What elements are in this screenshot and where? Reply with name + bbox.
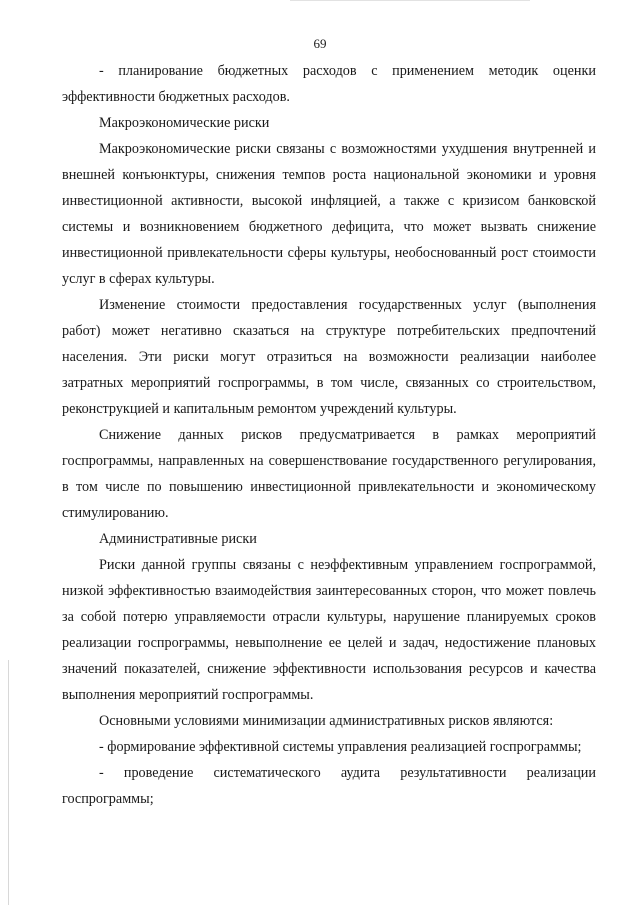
document-body xyxy=(62,58,596,812)
scan-left-edge xyxy=(8,660,9,905)
page-number: 69 xyxy=(313,36,327,51)
list-item-audit: - проведение систематического аудита результативности реализации госпрограммы; xyxy=(62,765,596,807)
paragraph-macroeconomic-risks: Макроэкономические риски связаны с возможностями ухудшения внутренней и внешней конъюнктуры, снижения темпов роста национальной экономики и уровня инвестиционной активности, высокой инфляцией, а также с кризисом банковской системы и возникновением бюджетного дефицита, что может вызвать снижение инвестиционной привлекательности сферы культуры, необоснованный рост стоимости услуг в сферах культуры. xyxy=(62,141,596,287)
scan-top-edge xyxy=(290,0,530,1)
list-item-management-system: - формирование эффективной системы управления реализацией госпрограммы; xyxy=(99,739,582,755)
paragraph-administrative-risks: Риски данной группы связаны с неэффективным управлением госпрограммой, низкой эффективностью взаимодействия заинтересованных сторон, что может повлечь за собой потерю управляемости отрасли культуры, нарушение планируемых сроков реализации госпрограммы, невыполнение ее целей и задач, недостижение плановых значений показателей, снижение эффективности использования ресурсов и качества выполнения мероприятий госпрограммы. xyxy=(62,557,596,703)
paragraph-budget-planning: - планирование бюджетных расходов с применением методик оценки эффективности бюджетных расходов. xyxy=(62,63,596,105)
heading-administrative-risks: Административные риски xyxy=(99,531,257,547)
paragraph-minimization-conditions: Основными условиями минимизации административных рисков являются: xyxy=(99,713,554,729)
paragraph-service-cost-change: Изменение стоимости предоставления государственных услуг (выполнения работ) может негативно сказаться на структуре потребительских предпочтений населения. Эти риски могут отразиться на возможности реализации наиболее затратных мероприятий госпрограммы, в том числе, связанных со строительством, реконструкцией и капитальным ремонтом учреждений культуры. xyxy=(62,297,596,417)
heading-macroeconomic-risks: Макроэкономические риски xyxy=(99,115,270,131)
paragraph-risk-reduction: Снижение данных рисков предусматривается в рамках мероприятий госпрограммы, направленных на совершенствование государственного регулирования, в том числе по повышению инвестиционной привлекательности и экономическому стимулированию. xyxy=(62,427,596,521)
